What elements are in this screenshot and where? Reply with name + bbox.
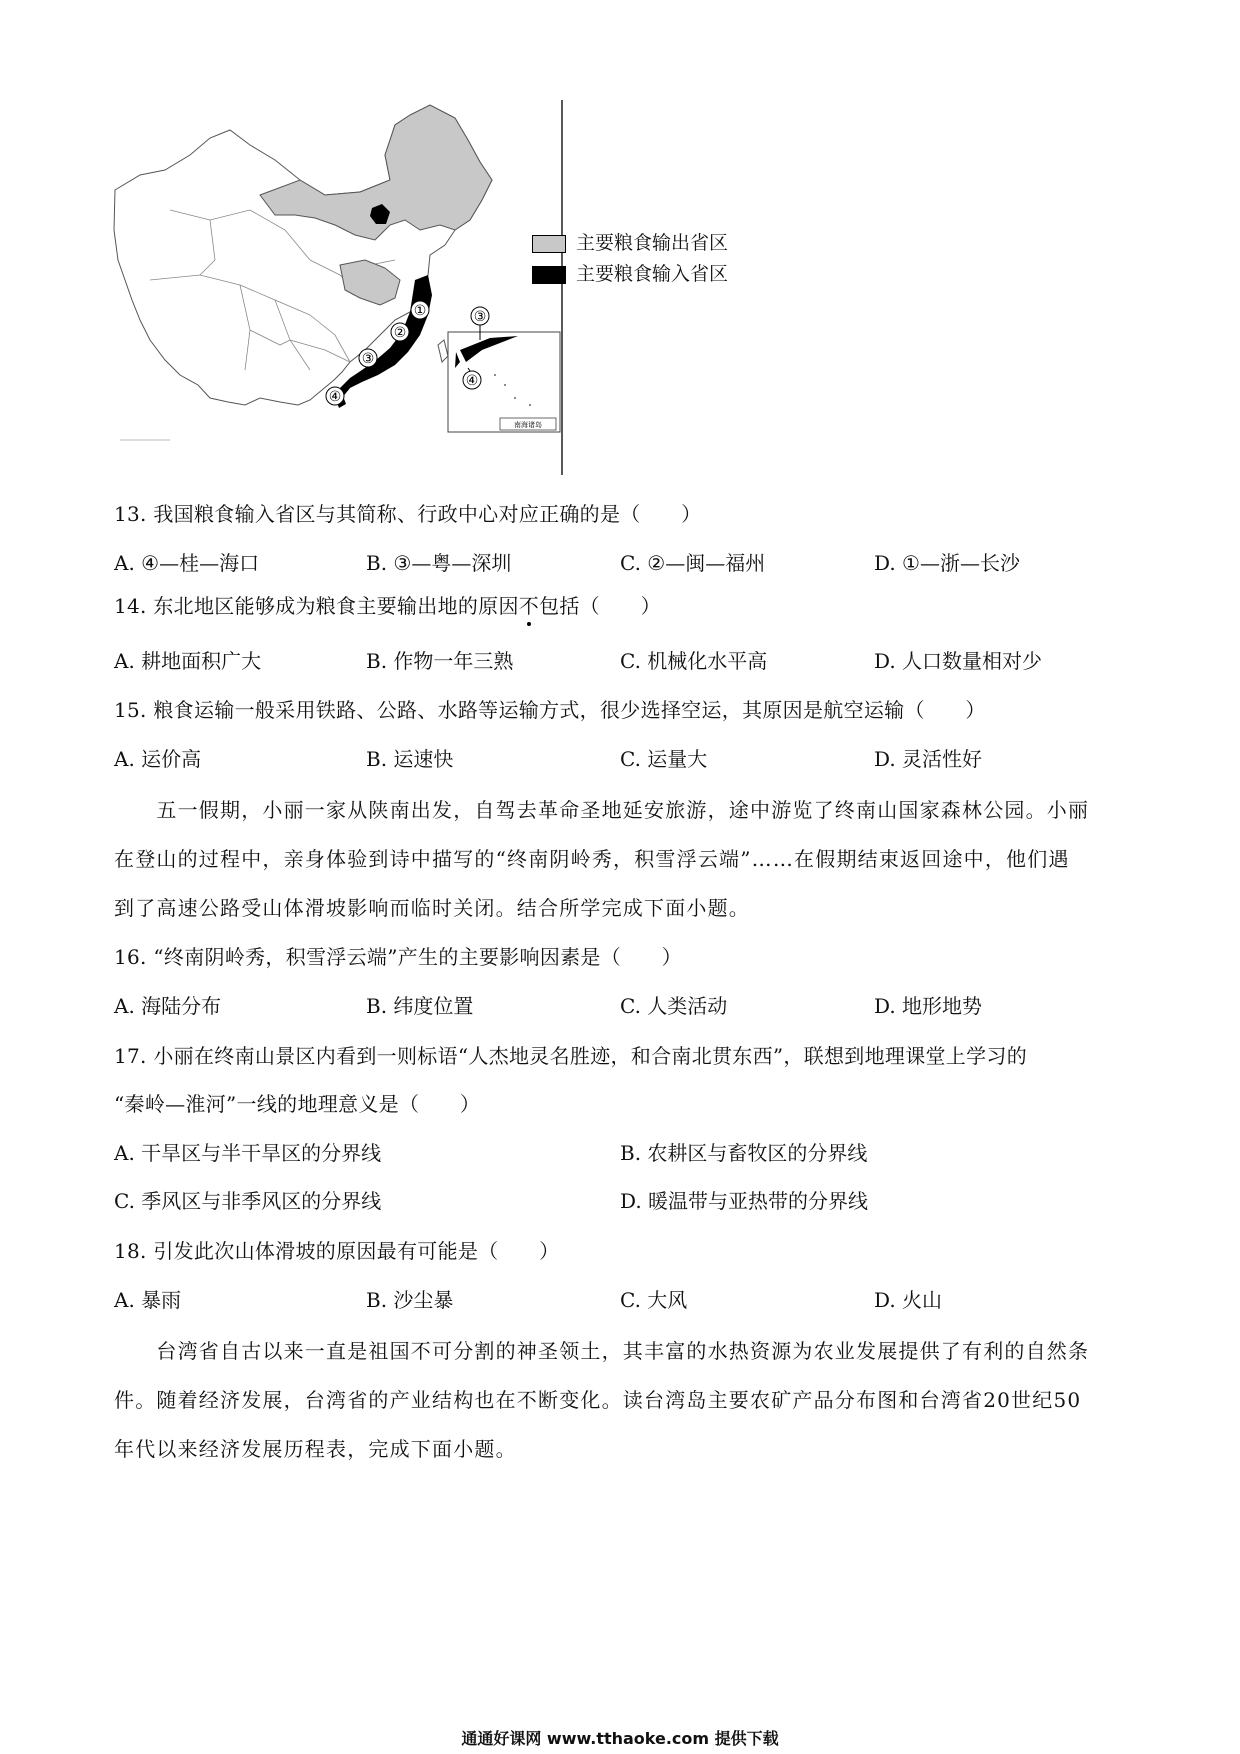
passage-2-line-3: 年代以来经济发展历程表，完成下面小题。 — [114, 1437, 517, 1461]
q15-option-b[interactable]: B. 运速快 — [366, 747, 454, 771]
q13-option-b[interactable]: B. ③—粤—深圳 — [366, 551, 512, 575]
question-15-stem: 15. 粮食运输一般采用铁路、公路、水路等运输方式，很少选择空运，其原因是航空运输（ ） — [114, 698, 986, 722]
q14-option-a[interactable]: A. 耕地面积广大 — [114, 649, 262, 673]
q17-option-a[interactable]: A. 干旱区与半干旱区的分界线 — [114, 1141, 382, 1165]
q18-option-d[interactable]: D. 火山 — [874, 1288, 943, 1312]
marker-2: ② — [393, 325, 407, 341]
legend-label-import: 主要粮食输入省区 — [576, 263, 729, 285]
legend-swatch-black — [532, 266, 566, 284]
q17-option-c[interactable]: C. 季风区与非季风区的分界线 — [114, 1189, 382, 1213]
inset-marker-4: ④ — [465, 373, 479, 389]
marker-4: ④ — [328, 389, 342, 405]
q14-stem-pre: 14. 东北地区能够成为粮食主要输出地的原因 — [114, 594, 519, 618]
q16-option-c[interactable]: C. 人类活动 — [620, 994, 728, 1018]
q16-option-a[interactable]: A. 海陆分布 — [114, 994, 222, 1018]
marker-3: ③ — [361, 351, 375, 367]
q18-option-b[interactable]: B. 沙尘暴 — [366, 1288, 454, 1312]
legend-item-import — [532, 259, 728, 290]
q16-option-d[interactable]: D. 地形地势 — [874, 994, 983, 1018]
q17-option-b[interactable]: B. 农耕区与畜牧区的分界线 — [620, 1141, 868, 1165]
map-graphic — [110, 100, 580, 475]
q13-option-a[interactable]: A. ④—桂—海口 — [114, 551, 260, 575]
q13-option-c[interactable]: C. ②—闽—福州 — [620, 551, 766, 575]
legend-swatch-gray — [532, 235, 566, 253]
question-17-stem-line-1: 17. 小丽在终南山景区内看到一则标语“人杰地灵名胜迹，和合南北贯东西”，联想到地理课堂上学习的 — [114, 1044, 1028, 1068]
inset-map — [448, 307, 560, 432]
question-16-stem: 16. “终南阴岭秀，积雪浮云端”产生的主要影响因素是（ ） — [114, 945, 682, 969]
map-legend — [532, 228, 728, 290]
legend-item-export — [532, 228, 728, 259]
q14-option-d[interactable]: D. 人口数量相对少 — [874, 649, 1043, 673]
q15-option-a[interactable]: A. 运价高 — [114, 747, 202, 771]
q14-option-c[interactable]: C. 机械化水平高 — [620, 649, 768, 673]
passage-2-line-1: 台湾省自古以来一直是祖国不可分割的神圣领土，其丰富的水热资源为农业发展提供了有利的自然条 — [114, 1339, 1090, 1363]
marker-1: ① — [413, 303, 427, 319]
passage-2-line-2: 件。随着经济发展，台湾省的产业结构也在不断变化。读台湾岛主要农矿产品分布图和台湾省20世纪50 — [114, 1388, 1082, 1412]
q14-stem-post: 包括（ ） — [539, 594, 661, 618]
passage-1-line-1: 五一假期，小丽一家从陕南出发，自驾去革命圣地延安旅游，途中游览了终南山国家森林公园。小丽 — [114, 798, 1090, 822]
q18-option-c[interactable]: C. 大风 — [620, 1288, 688, 1312]
legend-label-export: 主要粮食输出省区 — [576, 232, 729, 254]
q14-stem-emphasis: 不 — [518, 594, 540, 618]
q13-option-d[interactable]: D. ①—浙—长沙 — [874, 551, 1020, 575]
question-14-stem — [114, 590, 661, 619]
q15-option-c[interactable]: C. 运量大 — [620, 747, 708, 771]
passage-1-line-2: 在登山的过程中，亲身体验到诗中描写的“终南阴岭秀，积雪浮云端”……在假期结束返回途中，他们遇 — [114, 847, 1070, 871]
q15-option-d[interactable]: D. 灵活性好 — [874, 747, 983, 771]
q16-option-b[interactable]: B. 纬度位置 — [366, 994, 474, 1018]
question-18-stem: 18. 引发此次山体滑坡的原因最有可能是（ ） — [114, 1239, 560, 1263]
page-footer: 通通好课网 www.tthaoke.com 提供下载 — [461, 1729, 779, 1748]
q14-option-b[interactable]: B. 作物一年三熟 — [366, 649, 514, 673]
china-grain-map — [110, 100, 580, 475]
inset-marker-3: ③ — [473, 309, 487, 325]
q17-option-d[interactable]: D. 暖温带与亚热带的分界线 — [620, 1189, 869, 1213]
passage-1-line-3: 到了高速公路受山体滑坡影响而临时关闭。结合所学完成下面小题。 — [114, 896, 750, 920]
inset-label: 南海诸岛 — [514, 421, 542, 429]
q18-option-a[interactable]: A. 暴雨 — [114, 1288, 182, 1312]
question-13-stem: 13. 我国粮食输入省区与其简称、行政中心对应正确的是（ ） — [114, 502, 702, 526]
question-17-stem-line-2: “秦岭—淮河”一线的地理意义是（ ） — [114, 1092, 481, 1116]
